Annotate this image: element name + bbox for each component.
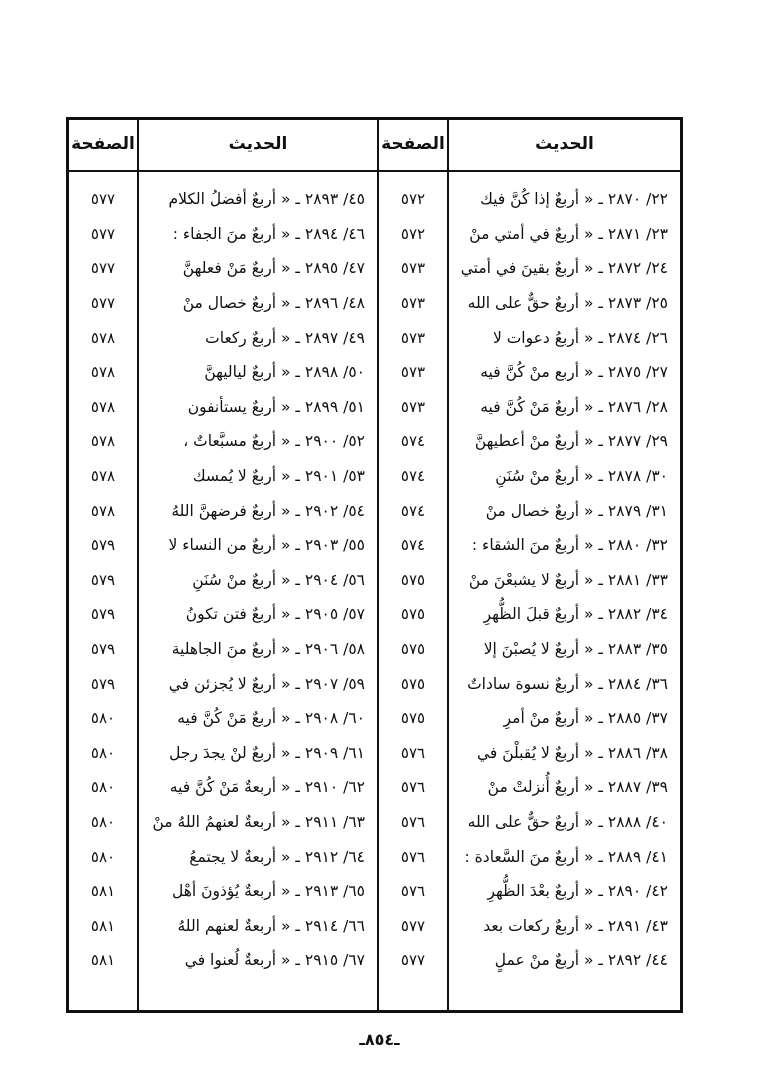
table-row (69, 528, 680, 563)
page-ref-right: ٥٧٧ (400, 951, 426, 970)
page-ref-right: ٥٧٥ (400, 605, 426, 624)
table-row (69, 632, 680, 667)
page-ref-right: ٥٧٣ (400, 259, 426, 278)
table-row (69, 736, 680, 771)
page-ref-left: ٥٨٠ (90, 778, 116, 797)
hadith-entry-right: ٣٩/ ٢٨٨٧ ـ « أربعٌ أُنزلتْ منْ (487, 778, 668, 797)
hadith-entry-right: ٣١/ ٢٨٧٩ ـ « أربعٌ خصال منْ (485, 501, 668, 520)
page-ref-right: ٥٧٥ (400, 709, 426, 728)
page-ref-left: ٥٧٩ (90, 570, 116, 589)
table-row (69, 701, 680, 736)
hadith-entry-right: ٣٦/ ٢٨٨٤ ـ « أربعٌ نسوة ساداتٌ (467, 674, 668, 693)
table-row (69, 563, 680, 598)
hadith-entry-left: ٥٦/ ٢٩٠٤ ـ « أربعٌ منْ سُنَنِ (192, 570, 365, 589)
table-row (69, 182, 680, 217)
page-ref-left: ٥٧٨ (90, 501, 116, 520)
page-ref-right: ٥٧٥ (400, 674, 426, 693)
page-ref-left: ٥٧٧ (90, 294, 116, 313)
page-ref-right: ٥٧٣ (400, 328, 426, 347)
page-ref-right: ٥٧٥ (400, 570, 426, 589)
table-row (69, 251, 680, 286)
page-ref-right: ٥٧٢ (400, 224, 426, 243)
hadith-entry-left: ٥١/ ٢٨٩٩ ـ « أربعٌ يستأنفون (187, 397, 365, 416)
table-row (69, 320, 680, 355)
table-row (69, 355, 680, 390)
hadith-entry-right: ٢٢/ ٢٨٧٠ ـ « أربعٌ إذا كُنَّ فيك (480, 190, 668, 209)
hadith-entry-left: ٦٤/ ٢٩١٢ ـ « أربعةٌ لا يجتمعُ (189, 847, 365, 866)
page-ref-left: ٥٧٧ (90, 190, 116, 209)
page-ref-right: ٥٧٦ (400, 778, 426, 797)
table-body (69, 182, 680, 978)
page-ref-right: ٥٧٣ (400, 397, 426, 416)
table-row (69, 493, 680, 528)
header-page-right: الصفحة (381, 134, 445, 154)
hadith-entry-left: ٥٧/ ٢٩٠٥ ـ « أربعٌ فتن تكونُ (185, 605, 365, 624)
table-row (69, 770, 680, 805)
page-ref-right: ٥٧٥ (400, 640, 426, 659)
hadith-entry-left: ٥٩/ ٢٩٠٧ ـ « أربعٌ لا يُجزئن في (168, 674, 365, 693)
hadith-entry-right: ٢٥/ ٢٨٧٣ ـ « أربعٌ حقٌّ على الله (467, 294, 668, 313)
hadith-entry-left: ٥٢/ ٢٩٠٠ ـ « أربعٌ مسبَّعاتٌ ، (183, 432, 365, 451)
page-ref-right: ٥٧٤ (400, 501, 426, 520)
page-ref-left: ٥٧٧ (90, 224, 116, 243)
table-row (69, 943, 680, 978)
hadith-entry-right: ٤٢/ ٢٨٩٠ ـ « أربعٌ بعْدَ الظُّهرِ (487, 882, 668, 901)
page-ref-left: ٥٧٨ (90, 432, 116, 451)
page-ref-left: ٥٨٠ (90, 709, 116, 728)
hadith-entry-right: ٣٧/ ٢٨٨٥ ـ « أربعٌ منْ أمرِ (503, 709, 668, 728)
hadith-entry-left: ٤٩/ ٢٨٩٧ ـ « أربعٌ ركعات (205, 328, 365, 347)
page-ref-left: ٥٧٨ (90, 467, 116, 486)
hadith-entry-right: ٢٣/ ٢٨٧١ ـ « أربعٌ في أمتي منْ (469, 224, 668, 243)
table-row (69, 908, 680, 943)
hadith-entry-right: ٣٠/ ٢٨٧٨ ـ « أربعٌ منْ سُنَنِ (495, 467, 668, 486)
hadith-entry-right: ٢٨/ ٢٨٧٦ ـ « أربعٌ مَنْ كُنَّ فيه (480, 397, 668, 416)
page-ref-left: ٥٧٩ (90, 605, 116, 624)
header-hadith-right: الحديث (535, 134, 594, 154)
table-row (69, 217, 680, 252)
hadith-entry-left: ٥٤/ ٢٩٠٢ ـ « أربعٌ فرضهنَّ اللهُ (171, 501, 365, 520)
page-ref-left: ٥٧٨ (90, 363, 116, 382)
header-hadith-left: الحديث (228, 134, 288, 154)
hadith-entry-right: ٣٤/ ٢٨٨٢ ـ « أربعٌ قبلَ الظُّهرِ (483, 605, 668, 624)
hadith-entry-left: ٦٧/ ٢٩١٥ ـ « أربعةٌ لُعنوا في (184, 951, 365, 970)
hadith-entry-left: ٦٣/ ٢٩١١ ـ « أربعةٌ لعنهمُ اللهُ منْ (152, 812, 365, 831)
page-ref-right: ٥٧٤ (400, 432, 426, 451)
page-ref-right: ٥٧٢ (400, 190, 426, 209)
table-row (69, 597, 680, 632)
hadith-entry-left: ٤٨/ ٢٨٩٦ ـ « أربعٌ خصال منْ (182, 294, 365, 313)
hadith-entry-left: ٤٦/ ٢٨٩٤ ـ « أربعٌ منَ الجفاء : (172, 224, 365, 243)
page-ref-right: ٥٧٦ (400, 812, 426, 831)
table-row (69, 839, 680, 874)
header-page-left: الصفحة (71, 134, 135, 154)
hadith-entry-left: ٦١/ ٢٩٠٩ ـ « أربعٌ لنْ يجدَ رجل (169, 743, 365, 762)
table-row (69, 805, 680, 840)
hadith-entry-left: ٦٢/ ٢٩١٠ ـ « أربعةٌ مَنْ كُنَّ فيه (169, 778, 365, 797)
hadith-entry-left: ٦٥/ ٢٩١٣ ـ « أربعةٌ يُؤذونَ أهْل (172, 882, 365, 901)
hadith-entry-right: ٣٢/ ٢٨٨٠ ـ « أربعٌ منَ الشقاء : (471, 536, 668, 555)
hadith-entry-right: ٣٥/ ٢٨٨٣ ـ « أربعٌ لا يُصبْنَ إلا (483, 640, 668, 659)
hadith-entry-right: ٢٦/ ٢٨٧٤ ـ « أربعُ دعوات لا (492, 328, 668, 347)
page-ref-right: ٥٧٦ (400, 882, 426, 901)
hadith-entry-right: ٢٩/ ٢٨٧٧ ـ « أربعٌ منْ أعطيهنَّ (474, 432, 668, 451)
hadith-entry-right: ٣٣/ ٢٨٨١ ـ « أربعٌ لا يشبعْنَ منْ (468, 570, 668, 589)
page-ref-left: ٥٨٠ (90, 847, 116, 866)
hadith-entry-left: ٦٠/ ٢٩٠٨ ـ « أربعٌ مَنْ كُنَّ فيه (177, 709, 365, 728)
page-ref-left: ٥٧٨ (90, 328, 116, 347)
hadith-entry-right: ٤١/ ٢٨٨٩ ـ « أربعٌ منَ السَّعادة : (464, 847, 668, 866)
hadith-entry-left: ٥٨/ ٢٩٠٦ ـ « أربعٌ منَ الجاهلية (171, 640, 365, 659)
page-ref-right: ٥٧٦ (400, 743, 426, 762)
page-ref-left: ٥٨٠ (90, 743, 116, 762)
table-row (69, 666, 680, 701)
hadith-entry-right: ٤٤/ ٢٨٩٢ ـ « أربعٌ منْ عملٍ (494, 951, 668, 970)
hadith-entry-left: ٤٧/ ٢٨٩٥ ـ « أربعٌ مَنْ فعلهنَّ (182, 259, 365, 278)
table-row (69, 874, 680, 909)
page-ref-left: ٥٧٨ (90, 397, 116, 416)
hadith-entry-left: ٥٣/ ٢٩٠١ ـ « أربعٌ لا يُمسك (192, 467, 365, 486)
hadith-entry-right: ٤٠/ ٢٨٨٨ ـ « أربعٌ حقٌّ على الله (467, 812, 668, 831)
table-header (69, 120, 680, 172)
hadith-entry-left: ٤٥/ ٢٨٩٣ ـ « أربعٌ أفضلُ الكلام (168, 190, 365, 209)
page-ref-left: ٥٨١ (90, 916, 116, 935)
page-ref-right: ٥٧٤ (400, 536, 426, 555)
hadith-entry-right: ٤٣/ ٢٨٩١ ـ « أربعٌ ركعات بعد (483, 916, 668, 935)
page-ref-left: ٥٧٩ (90, 536, 116, 555)
page-ref-left: ٥٨٠ (90, 812, 116, 831)
table-row (69, 424, 680, 459)
page-ref-right: ٥٧٧ (400, 916, 426, 935)
table-row (69, 390, 680, 425)
page-ref-right: ٥٧٦ (400, 847, 426, 866)
hadith-entry-left: ٥٥/ ٢٩٠٣ ـ « أربعٌ من النساء لا (168, 536, 365, 555)
hadith-entry-right: ٢٧/ ٢٨٧٥ ـ « أربع منْ كُنَّ فيه (480, 363, 668, 382)
page-ref-right: ٥٧٤ (400, 467, 426, 486)
page-ref-right: ٥٧٣ (400, 363, 426, 382)
page-ref-left: ٥٧٩ (90, 674, 116, 693)
page-ref-left: ٥٧٧ (90, 259, 116, 278)
table-row (69, 286, 680, 321)
hadith-entry-right: ٢٤/ ٢٨٧٢ ـ « أربعٌ بقينَ في أمتي (460, 259, 668, 278)
hadith-entry-left: ٦٦/ ٢٩١٤ ـ « أربعةٌ لعنهم اللهُ (177, 916, 365, 935)
hadith-entry-right: ٣٨/ ٢٨٨٦ ـ « أربعٌ لا يُقبلْنَ في (477, 743, 668, 762)
hadith-entry-left: ٥٠/ ٢٨٩٨ ـ « أربعٌ لياليهنَّ (204, 363, 365, 382)
page-ref-right: ٥٧٣ (400, 294, 426, 313)
page-ref-left: ٥٨١ (90, 882, 116, 901)
page-number: ـ٨٥٤ـ (359, 1030, 400, 1049)
page-ref-left: ٥٨١ (90, 951, 116, 970)
index-table (66, 117, 683, 1013)
table-row (69, 459, 680, 494)
page-ref-left: ٥٧٩ (90, 640, 116, 659)
